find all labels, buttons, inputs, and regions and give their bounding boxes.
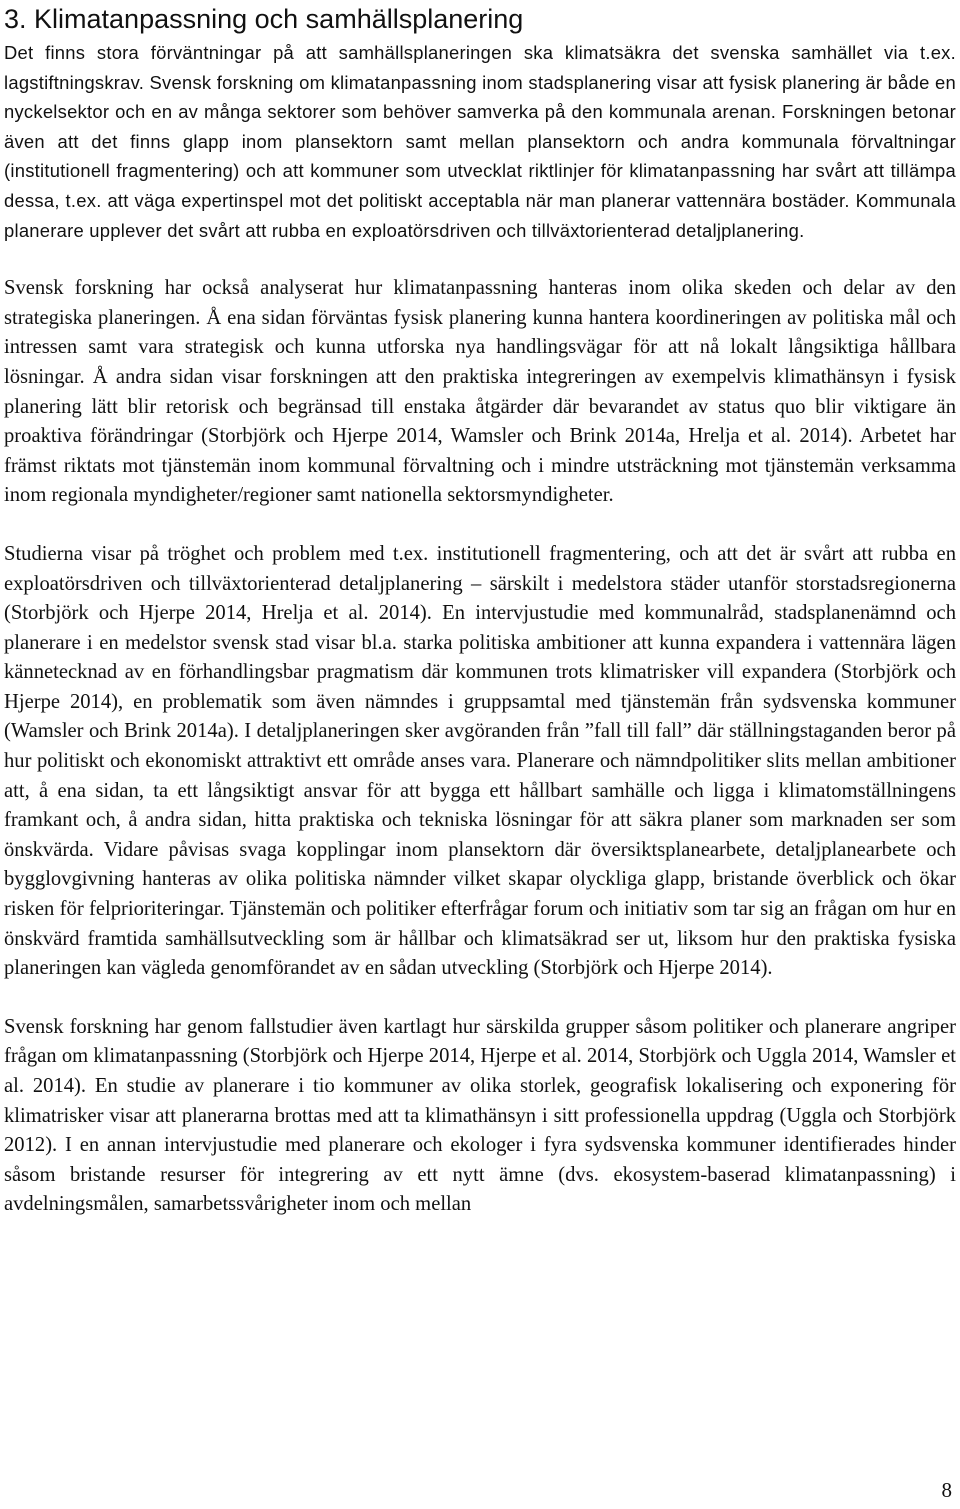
paragraph-3: Studierna visar på tröghet och problem med t.ex. institutionell fragmentering, och att det är svårt att rubba en exploatörsdriven och tillväxtorienterad detaljplanering – särskilt i medelstora städer utanför storstadsregionerna (Storbjörk och Hjerpe 2014, Hrelja et al. 2014). En intervjustudie med kommunalråd, stadsplanenämnd och planerare i en medelstor svensk stad visar bl.a. starka politiska ambitioner att kunna expandera i vattennära lägen kännetecknad av en förhandlingsbar pragmatism där kommunen trots klimatrisker vill expandera (Storbjörk och Hjerpe 2014), en problematik som även nämndes i gruppsamtal med tjänstemän från sydsvenska kommuner (Wamsler och Brink 2014a). I detaljplaneringen sker avgöranden från ”fall till fall” där ställningstaganden beror på hur politiskt och ekonomiskt attraktivt ett område anses vara. Planerare och nämndpolitiker slits mellan ambitioner att, å ena sidan, ta ett långsiktigt ansvar för att bygga ett hållbart samhälle och ligga i klimatomställningens framkant och, å andra sidan, hitta praktiska och tekniska lösningar för att säkra planer som marknaden ser som önskvärda. Vidare påvisas svaga kopplingar inom plansektorn där översiktsplanearbete, detaljplanearbete och bygglovgivning hanteras av olika politiska nämnder vilket skapar olyckliga glapp, bristande överblick och ökar risken för felprioriteringar. Tjänstemän och politiker efterfrågar forum och initiativ som tar sig an frågan om hur en önskvärd framtida samhällsutveckling som är hållbar och klimatsäkrad ser ut, liksom hur den praktiska fysiska planeringen kan vägleda genomförandet av en sådan utveckling (Storbjörk och Hjerpe 2014). — [4, 542, 956, 980]
paragraph-2: Svensk forskning har också analyserat hur klimatanpassning hanteras inom olika skeden och delar av den strategiska planeringen. Å ena sidan förväntas fysisk planering kunna hantera koordineringen av politiska mål och intressen samt vara strategisk och kunna utforska nya handlingsvägar för att nå lokalt långsiktiga hållbara lösningar. Å andra sidan visar forskningen att den praktiska integreringen av exempelvis klimathänsyn i fysisk planering lätt blir retorisk och begränsad till enstaka åtgärder där bevarandet av status quo blir viktigare än proaktiva förändringar (Storbjörk och Hjerpe 2014, Wamsler och Brink 2014a, Hrelja et al. 2014). Arbetet har främst riktats mot tjänstemän inom kommunal förvaltning och i mindre utsträckning mot tjänstemän verksamma inom regionala myndigheter/regioner samt nationella sektorsmyndigheter. — [4, 277, 956, 507]
section-heading: 3. Klimatanpassning och samhällsplanering — [4, 4, 524, 34]
page-number: 8 — [941, 1478, 952, 1502]
paragraph-1: Det finns stora förväntningar på att samhällsplaneringen ska klimatsäkra det svenska samhället via t.ex. lagstiftningskrav. Svensk forskning om klimatanpassning inom stadsplanering visar att fysisk planering är både en nyckelsektor och en av många sektorer som behöver samverka på den kommunala arenan. Forskningen betonar även att det finns glapp inom plansektorn samt mellan plansektorn och andra kommunala förvaltningar (institutionell fragmentering) och att kommuner som utvecklat riktlinjer för klimatanpassning har svårt att tillämpa dessa, t.ex. att väga expertinspel mot det politiskt acceptabla när man planerar vattennära bostäder. Kommunala planerare upplever det svårt att rubba en exploatörsdriven och tillväxtorienterad detaljplanering. — [4, 42, 956, 241]
document-page — [4, 0, 956, 1509]
paragraph-4: Svensk forskning har genom fallstudier även kartlagt hur särskilda grupper såsom politiker och planerare angriper frågan om klimatanpassning (Storbjörk och Hjerpe 2014, Hjerpe et al. 2014, Storbjörk och Uggla 2014, Wamsler et al. 2014). En studie av planerare i tio kommuner av olika storlek, geografisk lokalisering och exponering för klimatrisker visar att planerarna brottas med att ta klimathänsyn i sitt professionella uppdrag (Uggla och Storbjörk 2012). I en annan intervjustudie med planerare och ekologer i fyra sydsvenska kommuner identifierades hinder såsom bristande resurser för integrering av ett nytt ämne (dvs. ekosystem-baserad klimatanpassning) i avdelningsmålen, samarbetssvårigheter inom och mellan — [4, 1015, 956, 1216]
